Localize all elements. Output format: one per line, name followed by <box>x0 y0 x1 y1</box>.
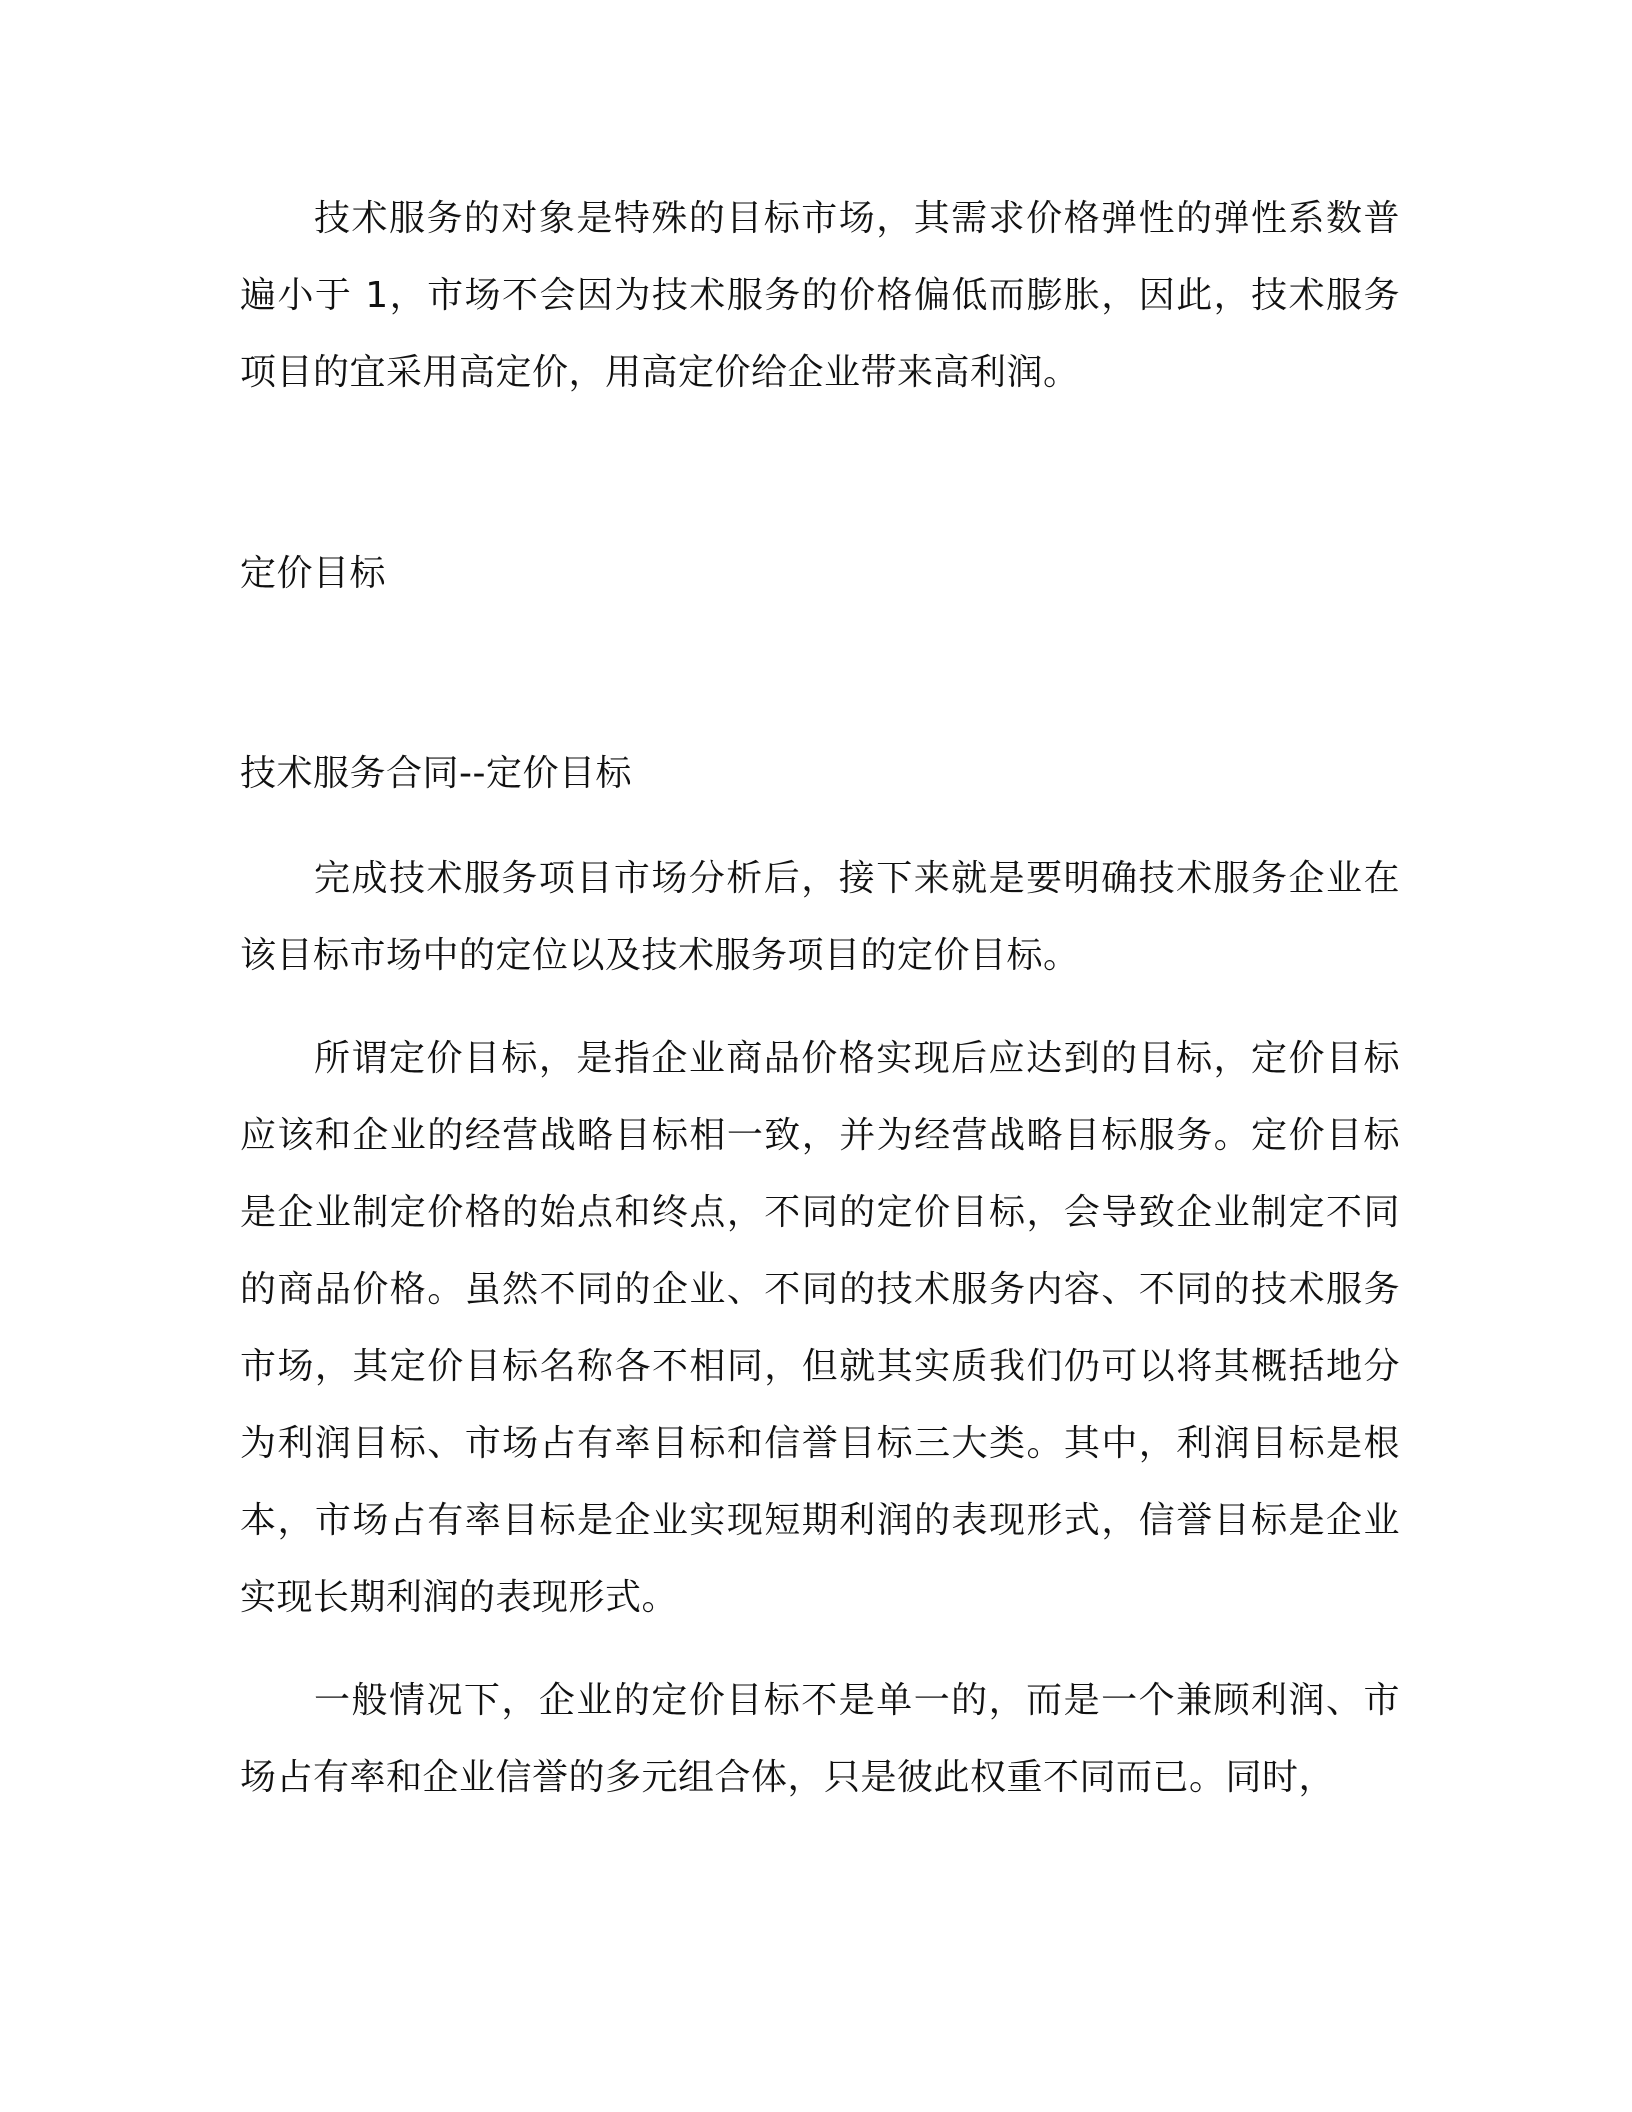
section-heading-pricing-goal: 定价目标 <box>240 553 387 594</box>
paragraph-pricing-elasticity: 技术服务的对象是特殊的目标市场，其需求价格弹性的弹性系数普遍小于 1，市场不会因为技术服务的价格偏低而膨胀，因此，技术服务项目的宜采用高定价，用高定价给企业带来高利润。 <box>240 198 1400 393</box>
section-heading-contract-pricing-goal: 技术服务合同--定价目标 <box>240 753 632 794</box>
paragraph-market-analysis: 完成技术服务项目市场分析后，接下来就是要明确技术服务企业在该目标市场中的定位以及技术服务项目的定价目标。 <box>240 858 1400 976</box>
paragraph-multi-goal: 一般情况下，企业的定价目标不是单一的，而是一个兼顾利润、市场占有率和企业信誉的多元组合体，只是彼此权重不同而已。同时， <box>240 1680 1400 1798</box>
paragraph-pricing-goal-definition: 所谓定价目标，是指企业商品价格实现后应达到的目标，定价目标应该和企业的经营战略目标相一致，并为经营战略目标服务。定价目标是企业制定价格的始点和终点，不同的定价目标，会导致企业制定不同的商品价格。虽然不同的企业、不同的技术服务内容、不同的技术服务市场，其定价目标名称各不相同，但就其实质我们仍可以将其概括地分为利润目标、市场占有率目标和信誉目标三大类。其中，利润目标是根本，市场占有率目标是企业实现短期利润的表现形式，信誉目标是企业实现长期利润的表现形式。 <box>240 1038 1400 1618</box>
